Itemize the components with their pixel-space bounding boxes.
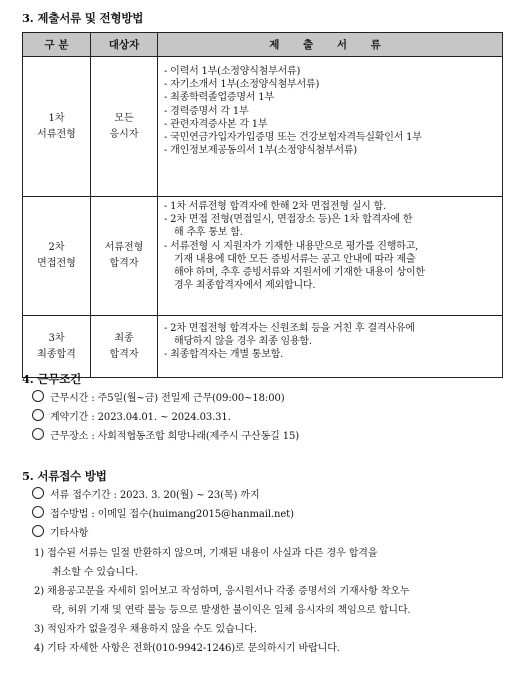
section-5-title: 5. 서류접수 방법 bbox=[22, 469, 107, 483]
target-cell bbox=[91, 316, 158, 378]
doc-line: - 국민연금가입자가입증명 또는 건강보험자격득실확인서 1부 bbox=[164, 132, 422, 144]
note-item bbox=[34, 620, 504, 639]
list-item bbox=[32, 524, 294, 543]
table-row bbox=[23, 57, 503, 197]
header-target: 대상자 bbox=[91, 33, 158, 57]
note-text: 접수된 서류는 일절 반환하지 않으며, 기재된 내용이 사실과 다른 경우 합격을 bbox=[47, 548, 378, 559]
doc-line: - 최종학력졸업증명서 1부 bbox=[164, 92, 274, 104]
stage-name: 서류전형 bbox=[37, 128, 76, 140]
doc-line: - 최종합격자는 개별 통보함. bbox=[164, 349, 284, 361]
list-item-text: 계약기간 : 2023.04.01. ~ 2024.03.31. bbox=[50, 412, 231, 423]
doc-line: 해 추후 통보 함. bbox=[174, 227, 243, 239]
list-item bbox=[32, 389, 299, 408]
doc-line: - 이력서 1부(소정양식첨부서류) bbox=[164, 66, 301, 77]
target-cell bbox=[91, 57, 158, 197]
stage-name: 면접전형 bbox=[37, 258, 76, 269]
note-text: 적임자가 없을경우 채용하지 않을 수도 있습니다. bbox=[47, 624, 257, 635]
documents-cell bbox=[158, 197, 503, 316]
doc-line: - 경력증명서 각 1부 bbox=[164, 105, 249, 117]
stage-number: 3차 bbox=[48, 332, 65, 344]
header-category: 구 분 bbox=[23, 33, 91, 57]
documents-table bbox=[22, 32, 503, 378]
note-text: 채용공고문을 자세히 읽어보고 작성하며, 응시원서나 각종 증명서의 기재사항 착오누 bbox=[47, 586, 410, 597]
documents-cell bbox=[158, 316, 503, 378]
stage-number: 1차 bbox=[48, 112, 65, 124]
circle-bullet-icon bbox=[32, 428, 44, 440]
circle-bullet-icon bbox=[32, 390, 44, 402]
list-item-text: 근무장소 : 사회적협동조합 희망나래(제주시 구산동길 15) bbox=[50, 431, 300, 442]
stage-name: 최종합격 bbox=[37, 348, 76, 360]
list-item bbox=[32, 408, 299, 427]
work-conditions-list bbox=[32, 389, 299, 446]
target-cell bbox=[91, 197, 158, 316]
note-item-continued: 취소할 수 있습니다. bbox=[52, 567, 138, 578]
target-line: 모든 bbox=[114, 112, 134, 124]
header-documents: 제 출 서 류 bbox=[158, 33, 503, 57]
doc-line: 해야 하며, 추후 증빙서류와 지원서에 기재한 내용이 상이한 bbox=[174, 267, 425, 279]
doc-line: 경우 최종합격자에서 제외합니다. bbox=[174, 280, 316, 292]
table-row bbox=[23, 197, 503, 316]
doc-line: - 자기소개서 1부(소정양식첨부서류) bbox=[164, 79, 320, 91]
list-item bbox=[32, 505, 294, 524]
note-item bbox=[34, 544, 504, 563]
table-header-row bbox=[23, 33, 503, 57]
circle-bullet-icon bbox=[32, 506, 44, 518]
doc-line: - 2차 면접 전형(면접일시, 면접장소 등)은 1차 합격자에 한 bbox=[164, 214, 413, 226]
target-line: 합격자 bbox=[109, 348, 139, 360]
doc-line: 해당하지 않을 경우 최종 임용함. bbox=[174, 336, 312, 348]
doc-line: - 서류전형 시 지원자가 기재한 내용만으로 평가를 진행하고, bbox=[164, 240, 419, 252]
note-number: 3) bbox=[34, 624, 45, 635]
circle-bullet-icon bbox=[32, 487, 44, 499]
note-item bbox=[34, 582, 504, 601]
circle-bullet-icon bbox=[32, 525, 44, 537]
note-number: 4) bbox=[34, 643, 45, 654]
notes-list bbox=[34, 544, 504, 658]
application-method-list bbox=[32, 486, 294, 543]
stage-cell bbox=[23, 57, 91, 197]
target-line: 합격자 bbox=[109, 258, 139, 269]
circle-bullet-icon bbox=[32, 409, 44, 421]
table-row bbox=[23, 316, 503, 378]
documents-cell bbox=[158, 57, 503, 197]
section-4-title: 4. 근무조건 bbox=[22, 372, 82, 386]
doc-line: - 관련자격증사본 각 1부 bbox=[164, 118, 268, 130]
list-item-text: 접수방법 : 이메일 접수(huimang2015@hanmail.net) bbox=[50, 509, 294, 520]
list-item bbox=[32, 427, 299, 446]
note-item-continued: 락, 허위 기재 및 연락 불능 등으로 발생한 불이익은 일체 응시자의 책임으로 합니다. bbox=[52, 605, 411, 616]
target-line: 최종 bbox=[114, 332, 134, 344]
note-number: 1) bbox=[34, 548, 45, 559]
note-item bbox=[34, 639, 504, 658]
list-item-text: 근무시간 : 주5일(월~금) 전일제 근무(09:00~18:00) bbox=[50, 393, 285, 404]
doc-line: - 1차 서류전형 합격자에 한해 2차 면접전형 실시 함. bbox=[164, 201, 387, 212]
note-text: 기타 자세한 사항은 전화(010-9942-1246)로 문의하시기 바랍니다. bbox=[47, 643, 340, 654]
stage-cell bbox=[23, 316, 91, 378]
list-item-text: 서류 접수기간 : 2023. 3. 20(월) ~ 23(목) 까지 bbox=[50, 490, 260, 501]
note-number: 2) bbox=[34, 586, 45, 597]
target-line: 응시자 bbox=[109, 128, 139, 140]
list-item-text: 기타사항 bbox=[50, 528, 89, 539]
section-3-title: 3. 제출서류 및 전형방법 bbox=[22, 11, 144, 25]
doc-line: - 2차 면접전형 합격자는 신원조회 등을 거친 후 결격사유에 bbox=[164, 323, 415, 334]
list-item bbox=[32, 486, 294, 505]
stage-number: 2차 bbox=[48, 242, 65, 253]
stage-cell bbox=[23, 197, 91, 316]
doc-line: - 개인정보제공동의서 1부(소정양식첨부서류) bbox=[164, 145, 357, 157]
target-line: 서류전형 bbox=[104, 242, 144, 253]
doc-line: 기재 내용에 대한 모든 증빙서류는 공고 안내에 따라 제출 bbox=[174, 253, 416, 265]
